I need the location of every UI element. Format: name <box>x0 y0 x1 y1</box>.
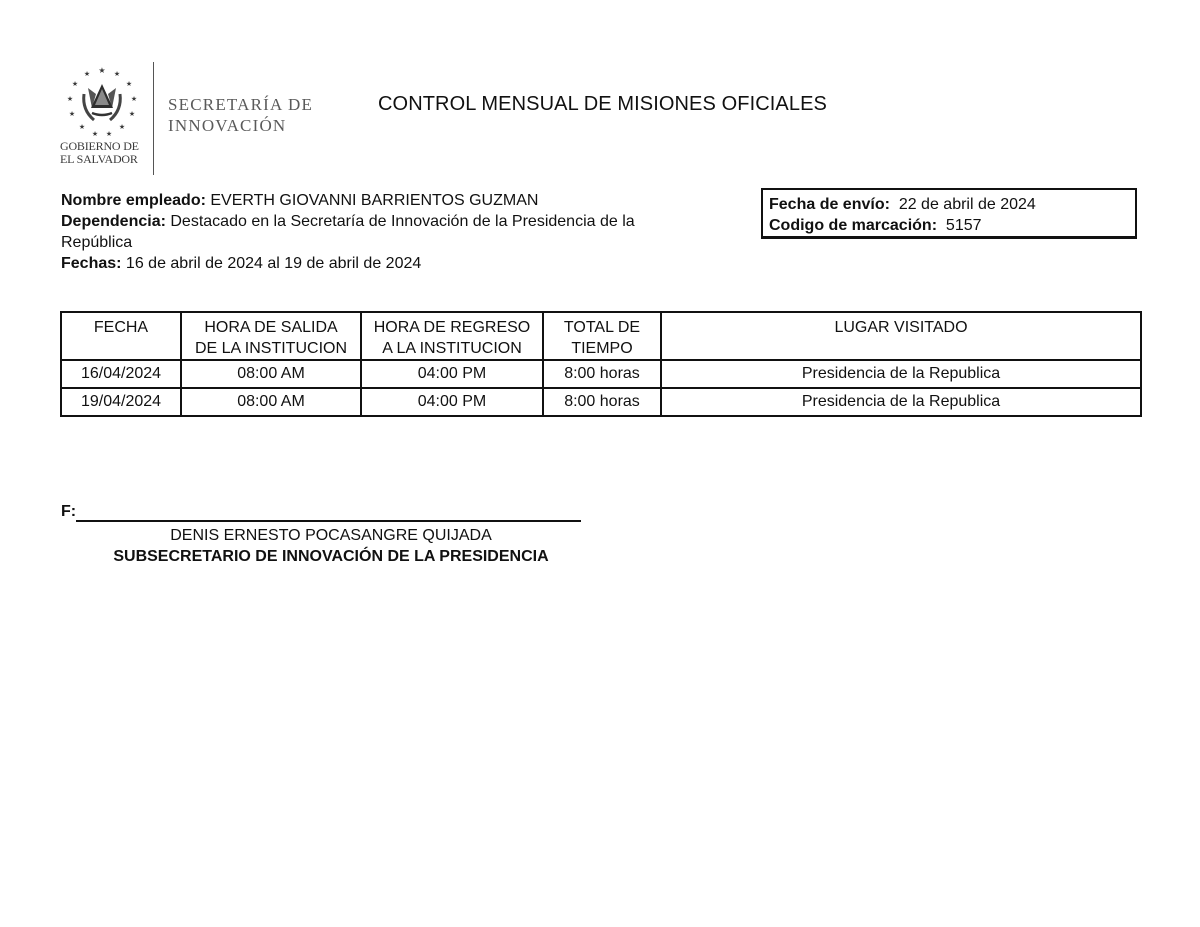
header-lugar-visitado: LUGAR VISITADO <box>661 312 1141 360</box>
cell-hora-regreso: 04:00 PM <box>361 360 543 388</box>
missions-table <box>60 311 1142 417</box>
government-name: GOBIERNO DE EL SALVADOR <box>60 139 139 166</box>
el-salvador-coat-of-arms-icon <box>62 64 142 140</box>
dependency-row <box>61 211 681 253</box>
svg-text:★: ★ <box>68 111 76 118</box>
dates-label: Fechas: <box>61 255 122 272</box>
svg-text:★: ★ <box>71 81 79 88</box>
secretariat-name: SECRETARÍA DE INNOVACIÓN <box>168 95 314 135</box>
submission-box <box>761 188 1137 239</box>
header-hora-salida: HORA DE SALIDA DE LA INSTITUCION <box>181 312 361 360</box>
cell-hora-salida: 08:00 AM <box>181 360 361 388</box>
marking-code-label: Codigo de marcación: <box>769 217 938 234</box>
cell-hora-salida: 08:00 AM <box>181 388 361 416</box>
employee-name-row <box>61 190 681 211</box>
employee-info <box>61 190 681 274</box>
svg-text:★: ★ <box>130 96 138 103</box>
document-title: CONTROL MENSUAL DE MISIONES OFICIALES <box>378 93 827 115</box>
svg-text:★: ★ <box>113 71 121 78</box>
dates-value: 16 de abril de 2024 al 19 de abril de 2024 <box>125 255 422 272</box>
marking-code-value: 5157 <box>945 217 982 234</box>
signer-name: DENIS ERNESTO POCASANGRE QUIJADA <box>170 527 492 544</box>
header-hora-regreso: HORA DE REGRESO A LA INSTITUCION <box>361 312 543 360</box>
svg-text:★: ★ <box>66 96 74 103</box>
cell-total-tiempo: 8:00 horas <box>543 360 661 388</box>
signature-line <box>76 520 581 522</box>
logo-divider <box>153 62 154 175</box>
send-date-label: Fecha de envío: <box>769 196 890 213</box>
signer-title: SUBSECRETARIO DE INNOVACIÓN DE LA PRESIDENCIA <box>113 548 549 565</box>
svg-text:★: ★ <box>98 66 106 75</box>
dependency-value: Destacado en la Secretaría de Innovación de la Presidencia de la República <box>61 213 635 251</box>
svg-text:★: ★ <box>83 71 91 78</box>
marking-code-row <box>769 215 1129 236</box>
table-row <box>61 388 1141 416</box>
svg-text:★: ★ <box>128 111 136 118</box>
signer-block <box>61 525 601 567</box>
dates-row <box>61 253 681 274</box>
cell-lugar-visitado: Presidencia de la Republica <box>661 360 1141 388</box>
svg-text:★: ★ <box>118 124 126 131</box>
header-total-tiempo: TOTAL DE TIEMPO <box>543 312 661 360</box>
cell-fecha: 16/04/2024 <box>61 360 181 388</box>
svg-text:★: ★ <box>105 131 113 138</box>
cell-hora-regreso: 04:00 PM <box>361 388 543 416</box>
send-date-value: 22 de abril de 2024 <box>898 196 1036 213</box>
cell-total-tiempo: 8:00 horas <box>543 388 661 416</box>
employee-name-label: Nombre empleado: <box>61 192 206 209</box>
send-date-row <box>769 194 1129 215</box>
svg-text:★: ★ <box>125 81 133 88</box>
cell-lugar-visitado: Presidencia de la Republica <box>661 388 1141 416</box>
dependency-label: Dependencia: <box>61 213 166 230</box>
svg-text:★: ★ <box>91 131 99 138</box>
cell-fecha: 19/04/2024 <box>61 388 181 416</box>
government-logo <box>60 62 360 177</box>
svg-text:★: ★ <box>78 124 86 131</box>
employee-name-value: EVERTH GIOVANNI BARRIENTOS GUZMAN <box>210 192 539 209</box>
table-header-row <box>61 312 1141 360</box>
table-row <box>61 360 1141 388</box>
header-fecha: FECHA <box>61 312 181 360</box>
signature-field <box>61 503 581 525</box>
signature-prefix: F: <box>61 503 77 520</box>
